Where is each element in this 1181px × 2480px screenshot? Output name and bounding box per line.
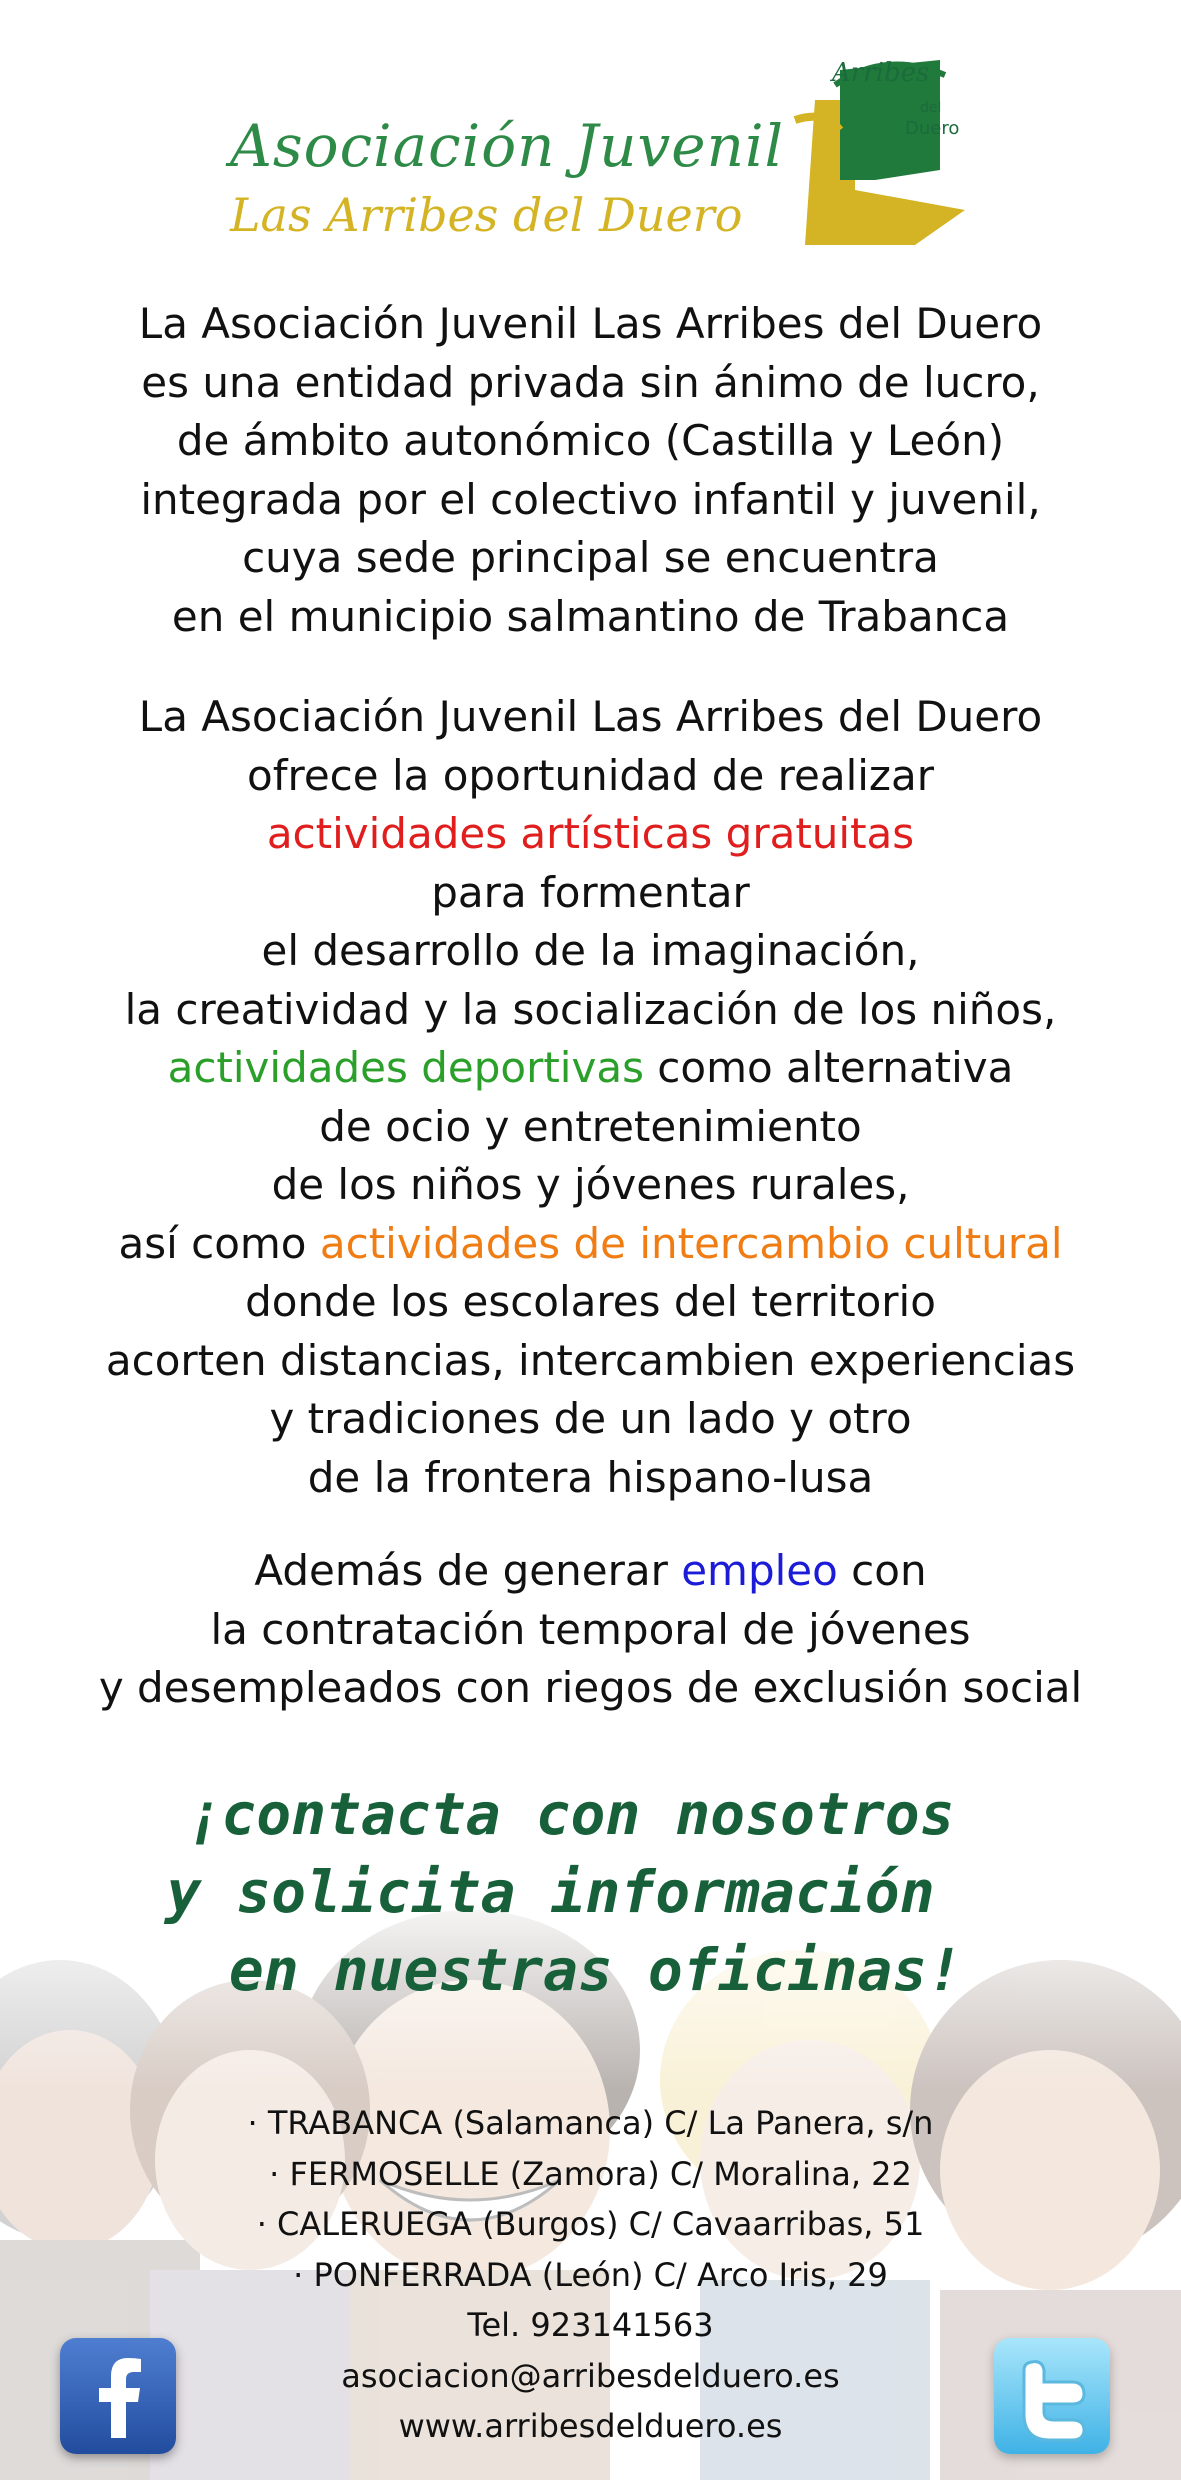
cta-line: ¡contacta con nosotros <box>186 1780 955 1848</box>
employment-line: y desempleados con riegos de exclusión social <box>98 1663 1083 1712</box>
email-link[interactable]: asociacion@arribesdelduero.es <box>341 2356 840 2395</box>
call-to-action <box>0 1775 1181 2009</box>
employment-text: Además de generar <box>254 1546 682 1595</box>
employment-line <box>0 1542 1181 1601</box>
employment-text: con <box>837 1546 927 1595</box>
intro-line: en el municipio salmantino de Trabanca <box>171 591 1010 641</box>
employment-highlight: empleo <box>681 1546 838 1595</box>
association-logo <box>220 30 980 250</box>
activities-line: el desarrollo de la imaginación, <box>261 926 920 975</box>
activities-line: para formentar <box>431 867 750 917</box>
intro-paragraph <box>0 295 1181 646</box>
logo-title: Asociación Juvenil <box>230 112 785 180</box>
activities-line: de la frontera hispano-lusa <box>307 1452 874 1502</box>
logo-emblem-text: Duero <box>905 118 960 139</box>
activities-line: la creatividad y la socialización de los niños, <box>124 984 1057 1034</box>
activities-line <box>0 1215 1181 1274</box>
employment-paragraph <box>0 1542 1181 1718</box>
logo-emblem-text: del <box>920 100 942 116</box>
office-address: · TRABANCA (Salamanca) C/ La Panera, s/n <box>247 2104 934 2142</box>
logo-emblem-text: Arribes <box>832 58 930 88</box>
intro-line: La Asociación Juvenil Las Arribes del Duero <box>138 299 1043 348</box>
activities-line: de los niños y jóvenes rurales, <box>271 1160 910 1209</box>
office-address: · FERMOSELLE (Zamora) C/ Moralina, 22 <box>269 2154 912 2193</box>
activities-line: acorten distancias, intercambien experiencias <box>105 1335 1076 1385</box>
website-link[interactable]: www.arribesdelduero.es <box>398 2407 783 2445</box>
intro-line: de ámbito autonómico (Castilla y León) <box>176 416 1005 465</box>
intro-line: integrada por el colectivo infantil y juvenil, <box>140 474 1041 524</box>
sports-activities-highlight: actividades deportivas <box>167 1043 644 1092</box>
twitter-icon[interactable] <box>994 2338 1110 2454</box>
office-address: · CALERUEGA (Burgos) C/ Cavaarribas, 51 <box>256 2205 925 2243</box>
activities-line: La Asociación Juvenil Las Arribes del Duero <box>138 692 1043 741</box>
activities-paragraph <box>0 688 1181 1507</box>
facebook-icon[interactable] <box>60 2338 176 2454</box>
activities-line: de ocio y entretenimiento <box>319 1101 862 1151</box>
cta-line: en nuestras oficinas! <box>228 1936 963 2004</box>
activities-line: donde los escolares del territorio <box>245 1277 936 1326</box>
intro-line: cuya sede principal se encuentra <box>242 533 939 582</box>
activities-text: como alternativa <box>643 1043 1014 1092</box>
artistic-activities-highlight: actividades artísticas gratuitas <box>266 809 915 858</box>
logo-subtitle: Las Arribes del Duero <box>230 188 743 242</box>
cultural-exchange-highlight: actividades de intercambio cultural <box>319 1218 1063 1268</box>
activities-line <box>0 1039 1181 1098</box>
intro-line: es una entidad privada sin ánimo de lucro, <box>141 357 1040 407</box>
cta-line: y solicita información <box>166 1858 935 1926</box>
activities-line: ofrece la oportunidad de realizar <box>247 750 934 800</box>
phone-number: Tel. 923141563 <box>467 2306 714 2344</box>
office-address: · PONFERRADA (León) C/ Arco Iris, 29 <box>293 2255 888 2294</box>
activities-text: así como <box>118 1218 320 1268</box>
activities-line: y tradiciones de un lado y otro <box>269 1394 912 1443</box>
employment-line: la contratación temporal de jóvenes <box>210 1604 971 1654</box>
